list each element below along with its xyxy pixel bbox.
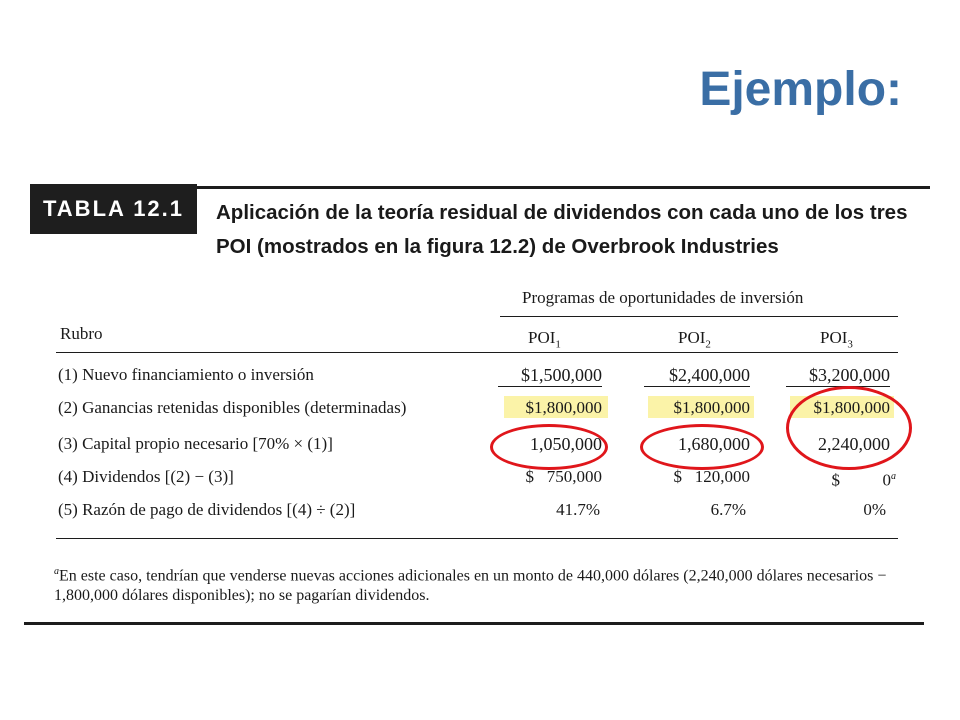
group-header: Programas de oportunidades de inversión xyxy=(522,288,804,307)
cell-r4-c2: $ 120,000 xyxy=(673,467,750,486)
column-header-poi1: $POI_1$ xyxy=(528,328,561,351)
page-bottom-rule xyxy=(24,622,924,625)
annotation-circle-poi1 xyxy=(490,424,608,470)
row-label-1: (1) Nuevo financiamiento o inversión xyxy=(58,365,314,384)
cell-r2-c3: $1,800,000 xyxy=(813,398,890,417)
row-label-3: (3) Capital propio necesario [70% × (1)] xyxy=(58,434,333,453)
header-rule xyxy=(56,352,898,353)
cell-r2-c1: $1,800,000 xyxy=(525,398,602,417)
cell-r2-c2: $1,800,000 xyxy=(673,398,750,417)
annotation-circle-poi3 xyxy=(786,386,912,470)
cell-r5-c3: 0% xyxy=(863,500,886,519)
cell-r3-c3: 2,240,000 xyxy=(818,434,890,454)
slide-title: Ejemplo: xyxy=(699,63,902,116)
column-header-poi3: $POI_3$ xyxy=(820,328,853,351)
cell-r4-c1: $ 750,000 xyxy=(525,467,602,486)
row-header: Rubro xyxy=(60,324,103,343)
cell-r4-c3: $ 0$^a$ xyxy=(831,470,896,490)
cell-r1-c2: $2,400,000 xyxy=(669,365,750,385)
group-header-rule xyxy=(500,316,898,317)
column-header-poi2: $POI_2$ xyxy=(678,328,711,351)
cell-r1-c3: $3,200,000 xyxy=(809,365,890,385)
row-label-2: (2) Ganancias retenidas disponibles (determinadas) xyxy=(58,398,407,417)
table-badge: TABLA 12.1 xyxy=(30,184,197,234)
table-title: Aplicación de la teoría residual de dividendos con cada uno de los tres POI (mostrados en la figura 12.2) de Overbrook Industries xyxy=(216,201,908,258)
table-footnote: $^a$En este caso, tendrían que venderse nuevas acciones adicionales en un monto de 440,000 dólares (2,240,000 dólares necesarios − 1,800,000 dólares disponibles); no se pagarían dividendos. xyxy=(54,566,887,605)
row-label-5: (5) Razón de pago de dividendos [(4) ÷ (2)] xyxy=(58,500,356,519)
cell-r3-c2: 1,680,000 xyxy=(678,434,750,454)
table-bottom-rule xyxy=(56,538,898,539)
cell-r5-c1: 41.7% xyxy=(556,500,600,519)
cell-r5-c2: 6.7% xyxy=(710,500,746,519)
cell-r3-c1: 1,050,000 xyxy=(530,434,602,454)
rule-r1-c1 xyxy=(498,386,602,387)
cell-r1-c1: $1,500,000 xyxy=(521,365,602,385)
annotation-circle-poi2 xyxy=(640,424,764,470)
row-label-4: (4) Dividendos [(2) − (3)] xyxy=(58,467,234,486)
rule-r1-c2 xyxy=(644,386,750,387)
